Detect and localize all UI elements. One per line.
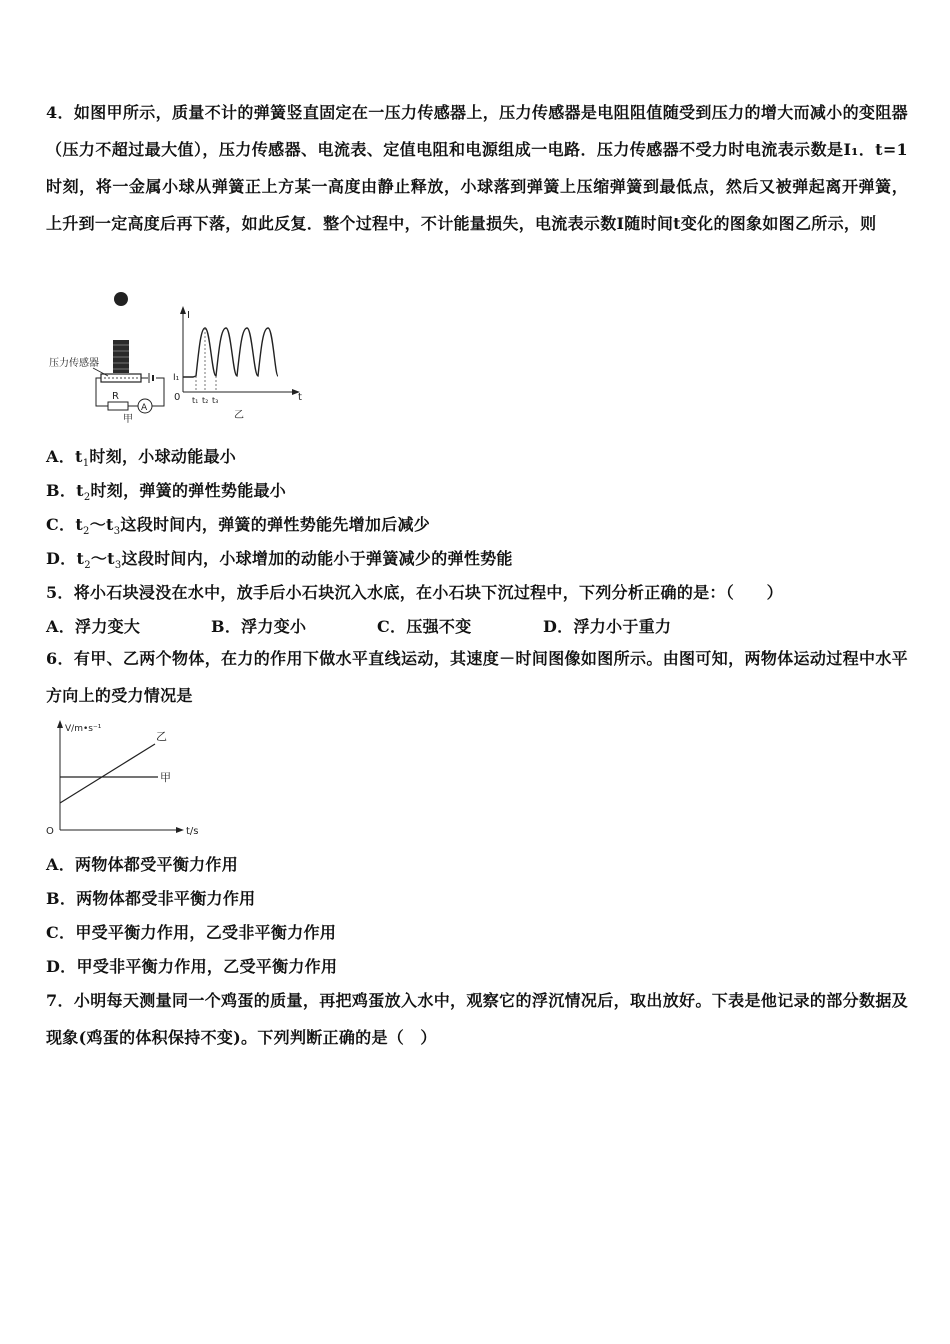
q4-option-b: B．$t_2$时刻，弹簧的弹性势能最小 [46,481,287,504]
current-curve [183,328,278,377]
question-6-text: 6．有甲、乙两个物体，在力的作用下做水平直线运动，其速度－时间图像如图所示。由图可知，两物体运动过程中水平方向上的受力情况是 [46,649,908,705]
q5-option-b: B．浮力变小 [211,617,307,636]
question-7-text: 7．小明每天测量同一个鸡蛋的质量，再把鸡蛋放入水中，观察它的浮沉情况后，取出放好。下表是他记录的部分数据及现象(鸡蛋的体积保持不变)。下列判断正确的是（ ） [46,991,908,1047]
v-axis-label: V/m•s⁻¹ [65,724,102,734]
I1-tick-label: I₁ [173,373,180,383]
metal-ball [114,292,128,306]
line-yi-label: 乙 [156,730,167,743]
ammeter-label: A [141,403,148,413]
t1-tick-label: t₁ [192,396,199,405]
origin-O-label: O [46,826,54,837]
q4-option-c: C．$t_2\sim t_3$这段时间内，弹簧的弹性势能先增加后减少 [46,515,431,538]
axis-I-label: I [187,310,190,321]
caption-yi: 乙 [234,410,244,421]
sensor-label: 压力传感器 [49,358,99,369]
t2-tick-label: t₂ [202,396,209,405]
question-5-text: 5．将小石块浸没在水中，放手后小石块沉入水底，在小石块下沉过程中，下列分析正确的是：（ ） [46,583,783,602]
q6-option-b: B．两物体都受非平衡力作用 [46,889,256,908]
axis-t-label: t [298,392,302,403]
question-4-text: 4．如图甲所示，质量不计的弹簧竖直固定在一压力传感器上，压力传感器是电阻阻值随受到压力的增大而减小的变阻器（压力不超过最大值），压力传感器、电流表、定值电阻和电源组成一电路．压力传感器不受力时电流表示数是I₁．t=1时刻，将一金属小球从弹簧正上方某一高度由静止释放，小球落到弹簧上压缩弹簧到最低点，然后又被弹起离开弹簧，上升到一定高度后再下落，如此反复．整个过程中，不计能量损失，电流表示数I随时间t变化的图象如图乙所示，则 [46,103,908,233]
q6-option-a: A．两物体都受平衡力作用 [46,855,239,874]
caption-jia: 甲 [123,414,133,424]
resistor-R [108,402,128,410]
t-axis-label: t/s [186,826,199,837]
origin-label: 0 [174,392,181,403]
q5-option-a: A．浮力变大 [46,617,141,636]
question-4-figure [46,288,308,424]
line-yi [60,744,155,803]
line-jia-label: 甲 [160,771,171,784]
q5-option-d: D．浮力小于重力 [543,617,672,636]
q4-option-a: A．$t_1$时刻，小球动能最小 [46,447,237,470]
q6-option-d: D．甲受非平衡力作用，乙受平衡力作用 [46,957,338,976]
t3-tick-label: t₃ [212,396,219,405]
question-6-figure [40,714,220,840]
q6-option-c: C．甲受平衡力作用，乙受非平衡力作用 [46,923,337,942]
q4-option-d: D．$t_2\sim t_3$这段时间内，小球增加的动能小于弹簧减少的弹性势能 [46,549,513,572]
resistor-label: R [112,391,119,402]
q5-option-c: C．压强不变 [377,617,472,636]
